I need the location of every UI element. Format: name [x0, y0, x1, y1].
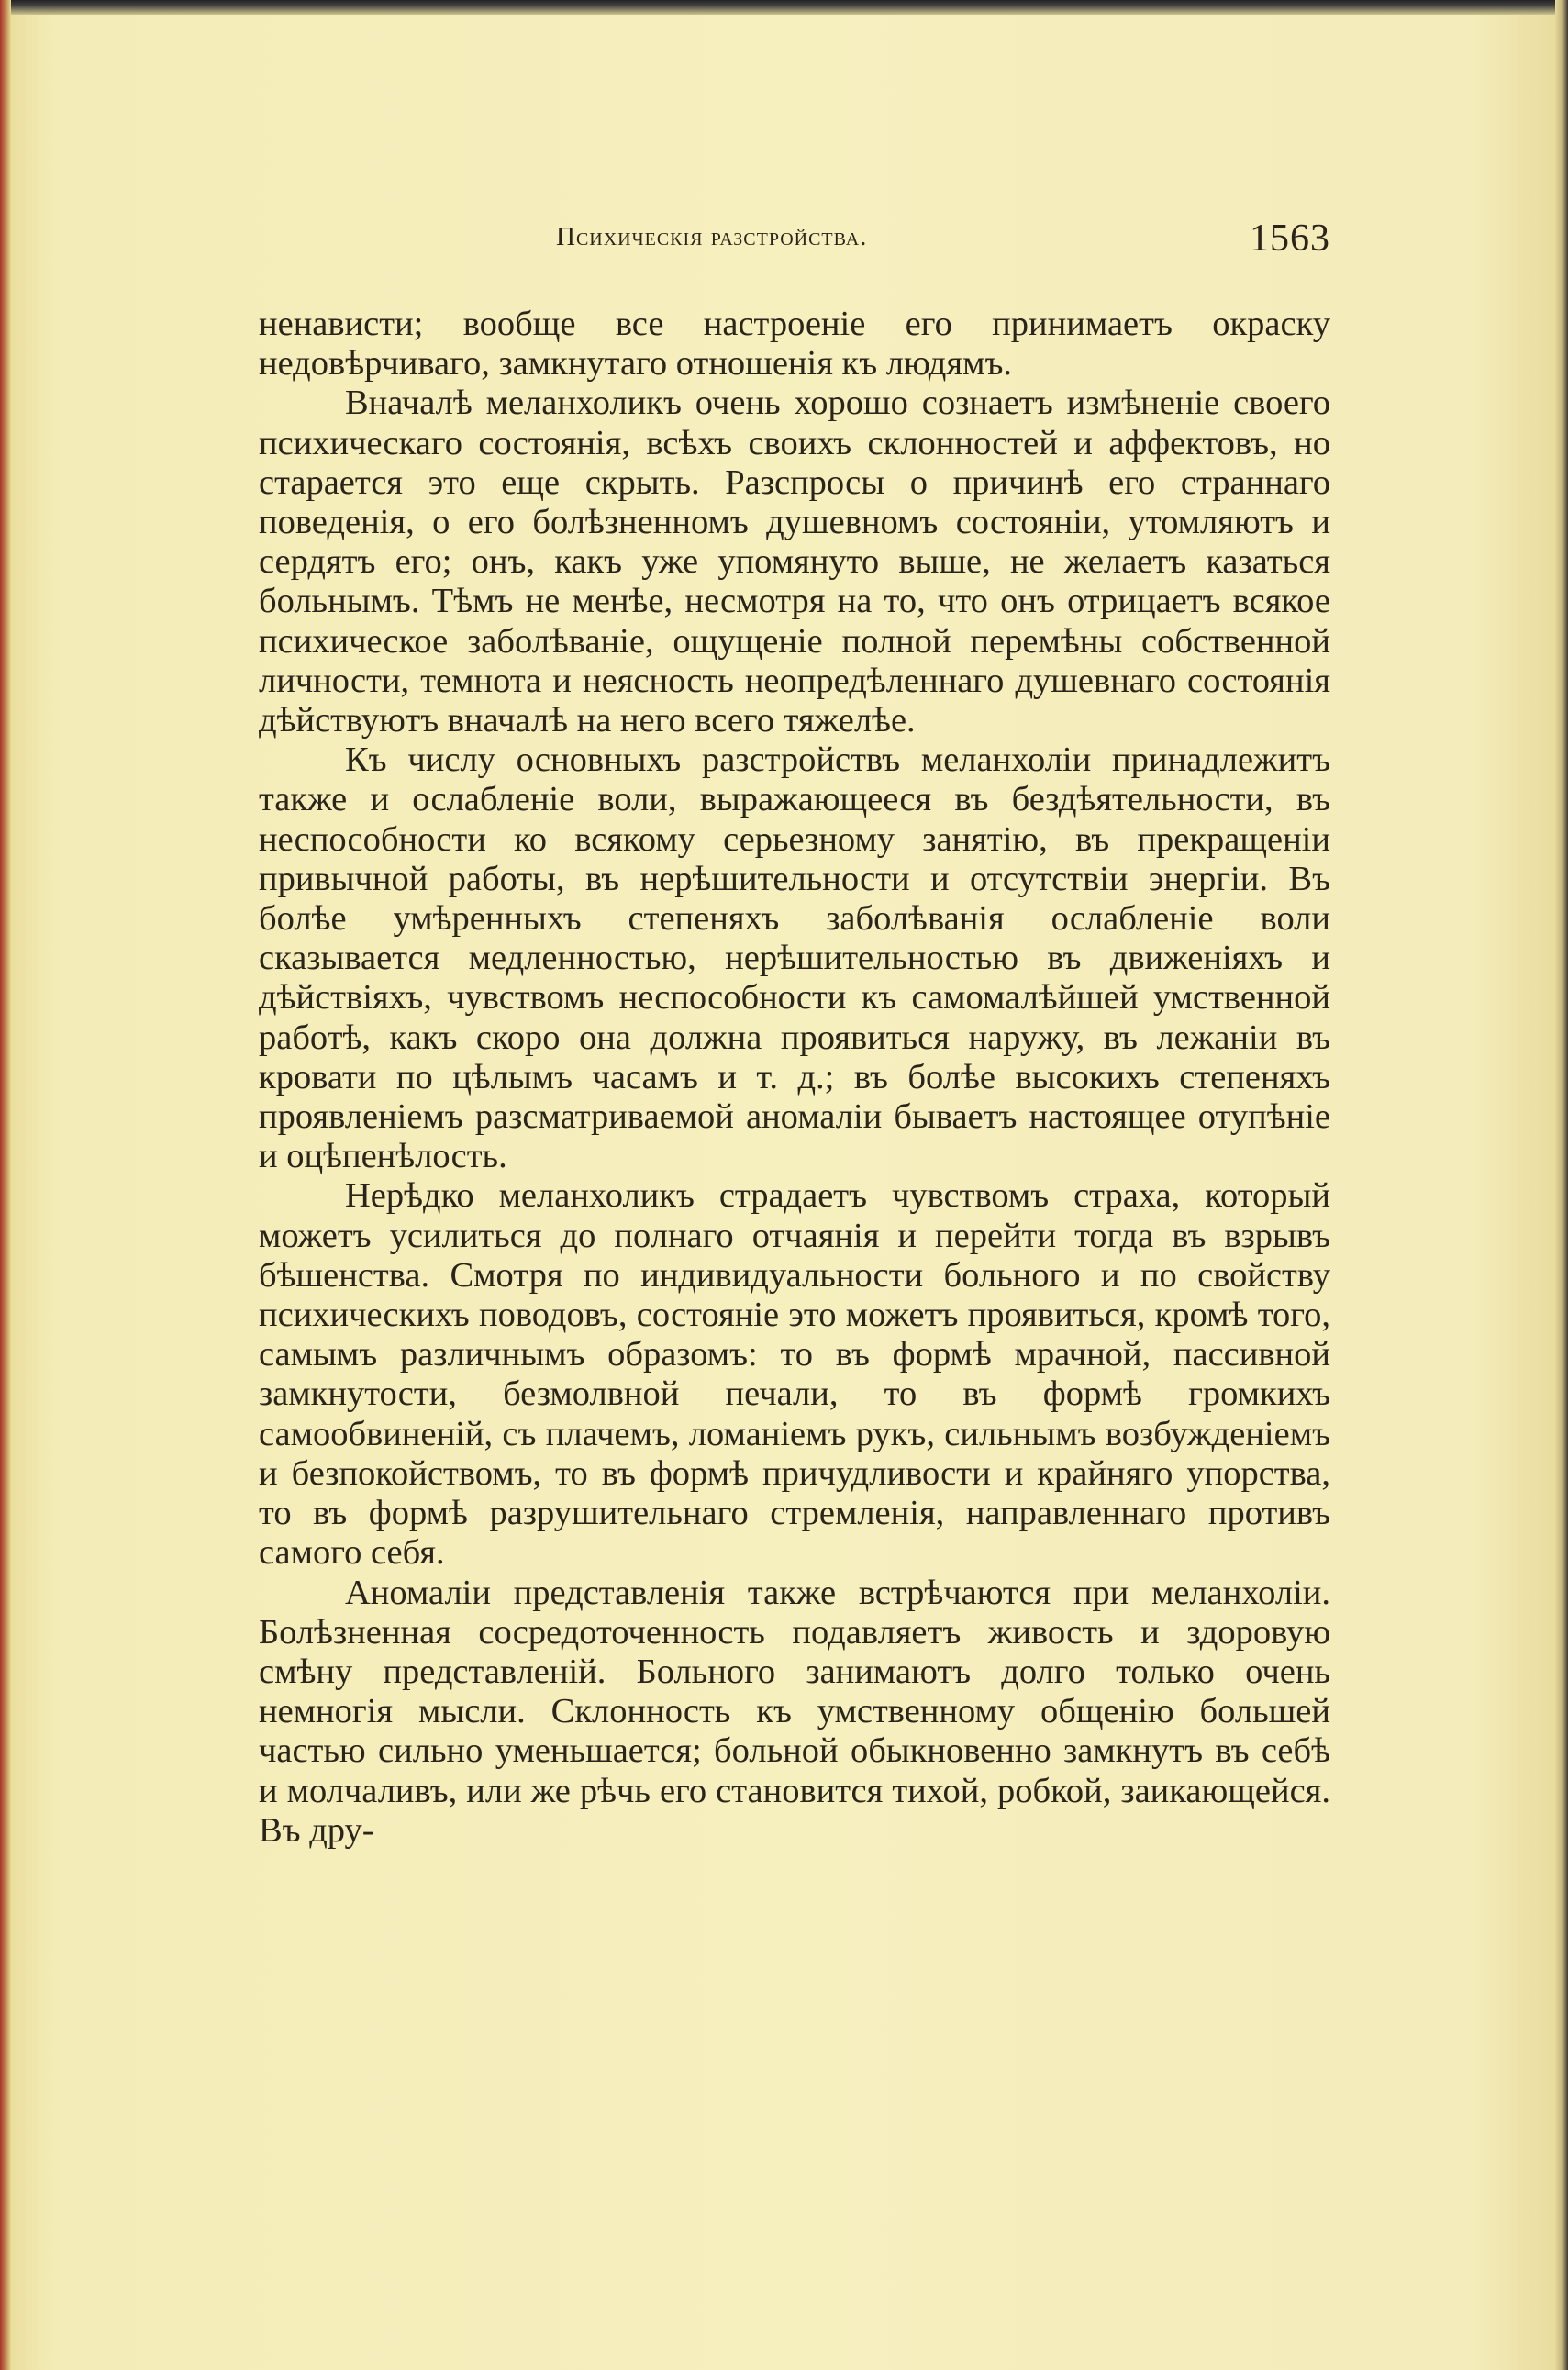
page-left-edge	[0, 0, 11, 2370]
page-top-edge	[0, 0, 1568, 15]
paragraph: Къ числу основныхъ разстройствъ меланхоліи принадлежитъ также и ослабленіе воли, выражающееся въ бездѣятельности, въ неспособности ко всякому серьезному занятію, въ прекращеніи привычной работы, въ нерѣшительности и отсутствіи энергіи. Въ болѣе умѣренныхъ степеняхъ заболѣванія ослабленіе воли сказывается медленностью, нерѣшительностью въ движеніяхъ и дѣйствіяхъ, чувствомъ неспособности къ самомалѣйшей умственной работѣ, какъ скоро она должна проявиться наружу, въ лежаніи въ кровати по цѣлымъ часамъ и т. д.; въ болѣе высокихъ степеняхъ проявленіемъ разсматриваемой аномаліи бываетъ настоящее отупѣніе и оцѣпенѣлость.	[259, 740, 1330, 1176]
page-number: 1563	[1250, 217, 1330, 260]
running-header	[312, 217, 1330, 272]
page-right-edge	[1555, 0, 1568, 2370]
paragraph-continuation: ненависти; вообще все настроеніе его принимаетъ окраску недовѣрчиваго, замкнутаго отношенія къ людямъ.	[259, 305, 1330, 384]
running-title: Психическія разстройства.	[556, 222, 868, 251]
paragraph: Вначалѣ меланхоликъ очень хорошо сознаетъ измѣненіе своего психическаго состоянія, всѣхъ своихъ склонностей и аффектовъ, но старается это еще скрыть. Разспросы о причинѣ его страннаго поведенія, о его болѣзненномъ душевномъ состояніи, утомляютъ и сердятъ его; онъ, какъ уже упомянуто выше, не желаетъ казаться больнымъ. Тѣмъ не менѣе, несмотря на то, что онъ отрицаетъ всякое психическое заболѣваніе, ощущеніе полной перемѣны собственной личности, темнота и неясность неопредѣленнаго душевнаго состоянія дѣйствуютъ вначалѣ на него всего тяжелѣе.	[259, 384, 1330, 740]
body-text	[259, 305, 1330, 1851]
paragraph: Аномаліи представленія также встрѣчаются при меланхоліи. Болѣзненная сосредоточенность подавляетъ живость и здоровую смѣну представленій. Больного занимаютъ долго только очень немногія мысли. Склонность къ умственному общенію большей частью сильно уменьшается; больной обыкновенно замкнутъ въ себѣ и молчаливъ, или же рѣчь его становится тихой, робкой, заикающейся. Въ дру-	[259, 1573, 1330, 1850]
paragraph: Нерѣдко меланхоликъ страдаетъ чувствомъ страха, который можетъ усилиться до полнаго отчаянія и перейти тогда въ взрывъ бѣшенства. Смотря по индивидуальности больного и по свойству психическихъ поводовъ, состояніе это можетъ проявиться, кромѣ того, самымъ различнымъ образомъ: то въ формѣ мрачной, пассивной замкнутости, безмолвной печали, то въ формѣ громкихъ самообвиненій, съ плачемъ, ломаніемъ рукъ, сильнымъ возбужденіемъ и безпокойствомъ, то въ формѣ причудливости и крайняго упорства, то въ формѣ разрушительнаго стремленія, направленнаго противъ самого себя.	[259, 1176, 1330, 1573]
